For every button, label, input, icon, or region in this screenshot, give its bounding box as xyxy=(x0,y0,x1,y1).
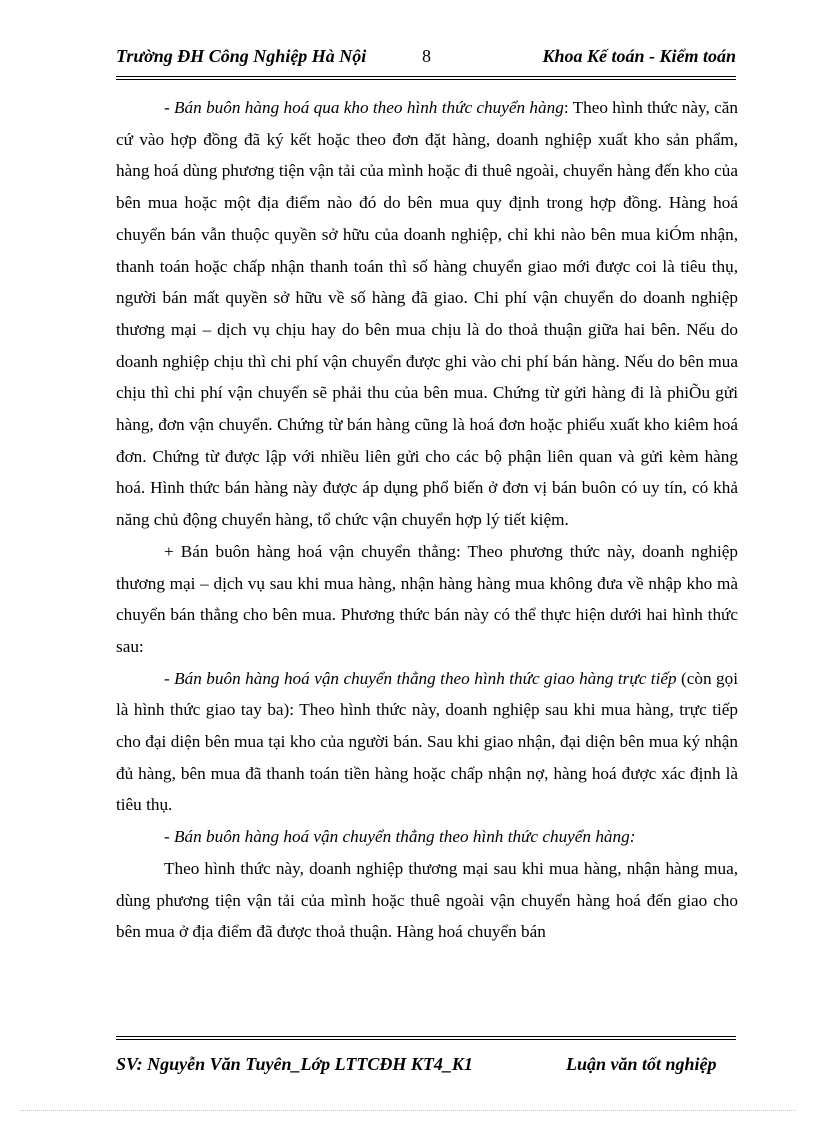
paragraph-1-text: : Theo hình thức này, căn cứ vào hợp đồng đã ký kết hoặc theo đơn đặt hàng, doanh nghiệp xuất kho sản phẩm, hàng hoá dùng phương tiện vận tải của mình hoặc đi thuê ngoài, chuyển hàng đến kho của bên mua hoặc một địa điểm nào đó do bên mua quy định trong hợp đồng. Hàng hoá chuyển bán vẫn thuộc quyền sở hữu của doanh nghiệp, chỉ khi nào bên mua kiÓm nhận, thanh toán hoặc chấp nhận thanh toán thì số hàng chuyển giao mới được coi là tiêu thụ, người bán mất quyền sở hữu về số hàng đã giao. Chi phí vận chuyển do doanh nghiệp thương mại – dịch vụ chịu hay do bên mua chịu là do thoả thuận giữa hai bên. Nếu do doanh nghiệp chịu thì chi phí vận chuyển được ghi vào chi phí bán hàng. Nếu do bên mua chịu thì chi phí vận chuyển sẽ phải thu của bên mua. Chứng từ gửi hàng đi là phiÕu gửi hàng, đơn vận chuyển. Chứng từ bán hàng cũng là hoá đơn hoặc phiếu xuất kho kiêm hoá đơn. Chứng từ được lập với nhiều liên gửi cho các bộ phận liên quan và gửi kèm hàng hoá. Hình thức bán hàng này được áp dụng phổ biến ở đơn vị bán buôn có uy tín, có khả năng chủ động chuyển hàng, tổ chức vận chuyển hợp lý tiết kiệm. xyxy=(116,98,738,530)
footer-student: SV: Nguyễn Văn Tuyên_Lớp LTTCĐH KT4_K1 xyxy=(116,1054,473,1074)
paragraph-4-lead: - Bán buôn hàng hoá vận chuyển thẳng theo hình thức chuyển hàng: xyxy=(164,827,636,847)
paragraph-5 xyxy=(116,853,738,948)
paragraph-3 xyxy=(116,663,738,822)
header-faculty: Khoa Kế toán - Kiểm toán xyxy=(542,46,736,66)
paragraph-5-text: Theo hình thức này, doanh nghiệp thương mại sau khi mua hàng, nhận hàng mua, dùng phương tiện vận tải của mình hoặc thuê ngoài vận chuyển hàng hoá đến giao cho bên mua ở địa điểm đã được thoả thuận. Hàng hoá chuyển bán xyxy=(116,858,738,942)
page-footer xyxy=(116,1054,736,1080)
footer-double-rule xyxy=(116,1036,736,1040)
paragraph-4 xyxy=(116,821,738,853)
paragraph-2 xyxy=(116,536,738,663)
paragraph-2-text: + Bán buôn hàng hoá vận chuyển thẳng: Theo phương thức này, doanh nghiệp thương mại – dịch vụ sau khi mua hàng, nhận hàng hàng mua không đưa về nhập kho mà chuyển bán thẳng cho bên mua. Phương thức bán này có thể thực hiện dưới hai hình thức sau: xyxy=(116,541,738,656)
page-break-line xyxy=(20,1110,796,1111)
paragraph-1 xyxy=(116,92,738,536)
footer-thesis: Luận văn tốt nghiệp xyxy=(566,1054,717,1074)
page-header xyxy=(116,46,736,74)
paragraph-1-lead: - Bán buôn hàng hoá qua kho theo hình thức chuyển hàng xyxy=(164,98,564,117)
header-double-rule xyxy=(116,76,736,80)
paragraph-3-text: (còn gọi là hình thức giao tay ba): Theo hình thức này, doanh nghiệp sau khi mua hàng, trực tiếp cho đại diện bên mua tại kho của người bán. Sau khi giao nhận, đại diện bên mua ký nhận đủ hàng, bên mua đã thanh toán tiền hàng hoặc chấp nhận nợ, hàng hoá được xác định là tiêu thụ. xyxy=(116,668,738,815)
header-university: Trường ĐH Công Nghiệp Hà Nội xyxy=(116,46,367,66)
page-body xyxy=(116,92,738,948)
paragraph-3-lead: - Bán buôn hàng hoá vận chuyển thẳng theo hình thức giao hàng trực tiếp xyxy=(164,668,677,688)
page-number: 8 xyxy=(422,46,431,66)
